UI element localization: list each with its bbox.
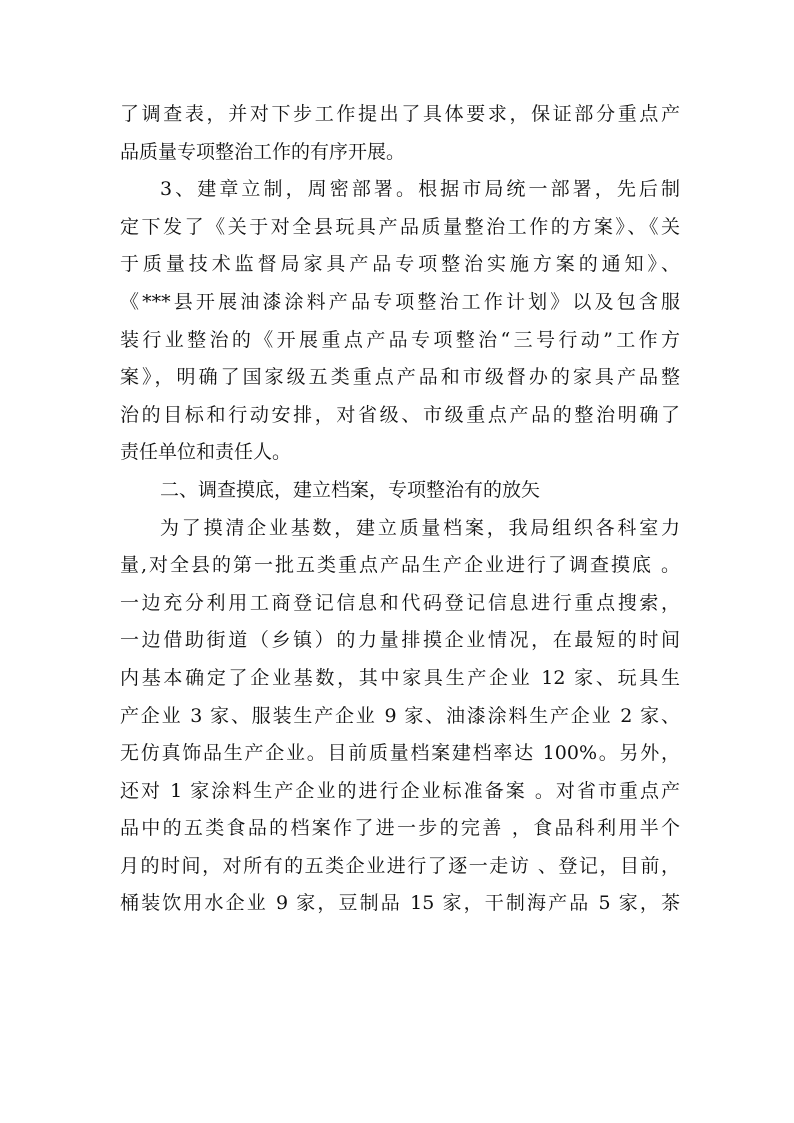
text-line: 责任单位和责任人。	[120, 441, 292, 464]
text-line: 了调查表，并对下步工作提出了具体要求，保证部分重点产	[120, 103, 680, 125]
text-line: 定下发了《关于对全县玩具产品质量整治工作的方案》、《关	[120, 215, 680, 238]
text-line: 月的时间，对所有的五类企业进行了逐一走访 、登记，目前，	[120, 854, 680, 877]
text-line: 量,对全县的第一批五类重点产品生产企业进行了调查摸底 。	[120, 554, 680, 577]
text-line: 一边借助街道（乡镇）的力量排摸企业情况，在最短的时间	[120, 629, 680, 652]
text-line: 装行业整治的《开展重点产品专项整治“三号行动”工作方	[120, 328, 680, 351]
text-line: 《***县开展油漆涂料产品专项整治工作计划》以及包含服	[120, 290, 680, 313]
text-line: 一边充分利用工商登记信息和代码登记信息进行重点搜索，	[120, 591, 680, 614]
text-line: 于质量技术监督局家具产品专项整治实施方案的通知》、	[120, 253, 680, 276]
text-line: 3、建章立制，周密部署。根据市局统一部署，先后制	[160, 178, 680, 201]
text-line: 产企业 3 家、服装生产企业 9 家、油漆涂料生产企业 2 家、	[120, 704, 680, 727]
document-body	[120, 96, 680, 923]
text-line: 品质量专项整治工作的有序开展。	[120, 140, 406, 163]
text-line: 治的目标和行动安排，对省级、市级重点产品的整治明确了	[120, 403, 680, 426]
text-line: 品中的五类食品的档案作了进一步的完善 ，食品科利用半个	[120, 817, 680, 840]
text-line: 为了摸清企业基数，建立质量档案，我局组织各科室力	[160, 516, 680, 539]
text-line: 案》，明确了国家级五类重点产品和市级督办的家具产品整	[120, 366, 680, 389]
text-line: 内基本确定了企业基数，其中家具生产企业 12 家、玩具生	[120, 666, 680, 689]
text-line: 桶装饮用水企业 9 家，豆制品 15 家，干制海产品 5 家，茶	[120, 892, 680, 915]
section-heading: 二、调查摸底，建立档案，专项整治有的放矢	[160, 478, 541, 501]
text-line: 还对 1 家涂料生产企业的进行企业标准备案 。对省市重点产	[120, 779, 680, 802]
text-line: 无仿真饰品生产企业。目前质量档案建档率达 100%。另外，	[120, 742, 680, 765]
